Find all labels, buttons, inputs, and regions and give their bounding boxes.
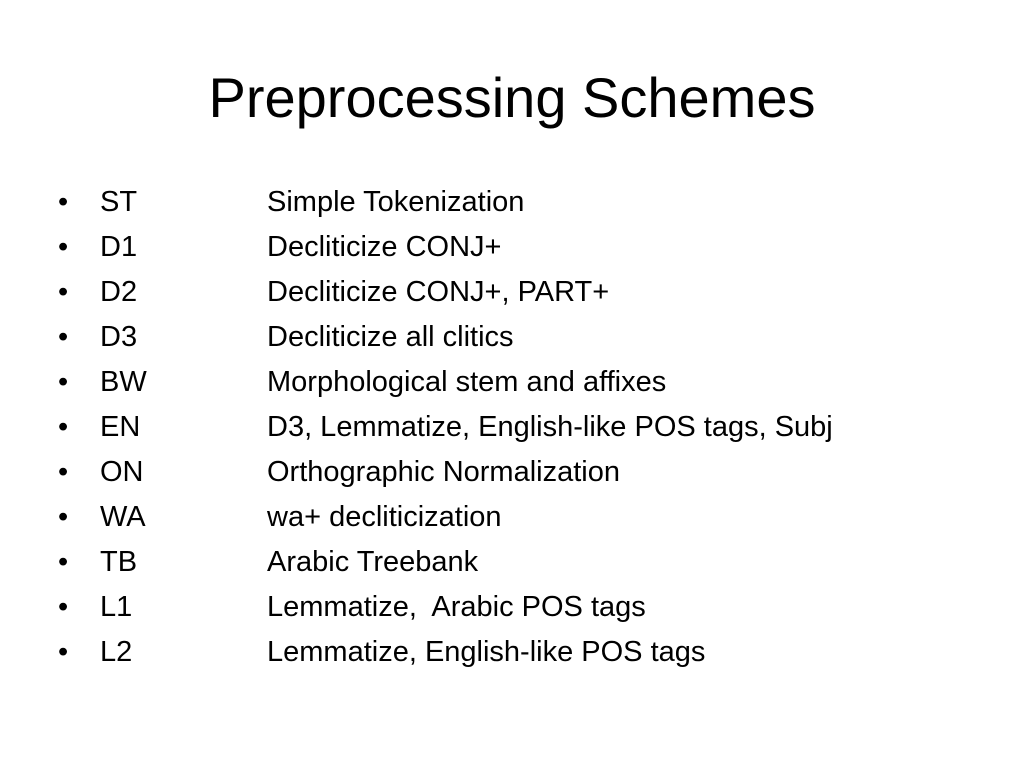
list-item [58,585,833,630]
scheme-list [58,180,833,675]
bullet-icon: • [58,591,69,623]
bullet-icon: • [58,321,69,353]
scheme-description: Simple Tokenization [267,186,525,218]
bullet-icon: • [58,456,69,488]
bullet-icon: • [58,501,69,533]
scheme-description: wa+ decliticization [267,501,502,533]
scheme-code: ON [100,456,144,488]
scheme-code: WA [100,501,146,533]
scheme-code: EN [100,411,141,443]
bullet-icon: • [58,186,69,218]
list-item [58,270,833,315]
scheme-description: Decliticize all clitics [267,321,514,353]
slide-title: Preprocessing Schemes [208,66,816,129]
list-item [58,540,833,585]
list-item [58,405,833,450]
bullet-icon: • [58,276,69,308]
list-item [58,180,833,225]
bullet-icon: • [58,636,69,668]
scheme-code: D1 [100,231,138,263]
scheme-description: Lemmatize, English-like POS tags [267,636,706,668]
scheme-description: Arabic Treebank [267,546,479,578]
scheme-code: TB [100,546,138,578]
bullet-icon: • [58,231,69,263]
list-item [58,630,833,675]
list-item [58,315,833,360]
scheme-description: Decliticize CONJ+, PART+ [267,276,610,308]
scheme-description: Orthographic Normalization [267,456,620,488]
scheme-code: D3 [100,321,138,353]
scheme-description: D3, Lemmatize, English-like POS tags, Subj [267,411,833,443]
bullet-icon: • [58,546,69,578]
scheme-code: D2 [100,276,138,308]
scheme-description: Morphological stem and affixes [267,366,667,398]
scheme-code: ST [100,186,138,218]
scheme-code: L1 [100,591,133,623]
bullet-icon: • [58,411,69,443]
scheme-description: Decliticize CONJ+ [267,231,502,263]
list-item [58,225,833,270]
scheme-code: BW [100,366,147,398]
list-item [58,495,833,540]
list-item [58,360,833,405]
scheme-description: Lemmatize, Arabic POS tags [267,591,646,623]
bullet-icon: • [58,366,69,398]
list-item [58,450,833,495]
scheme-code: L2 [100,636,133,668]
